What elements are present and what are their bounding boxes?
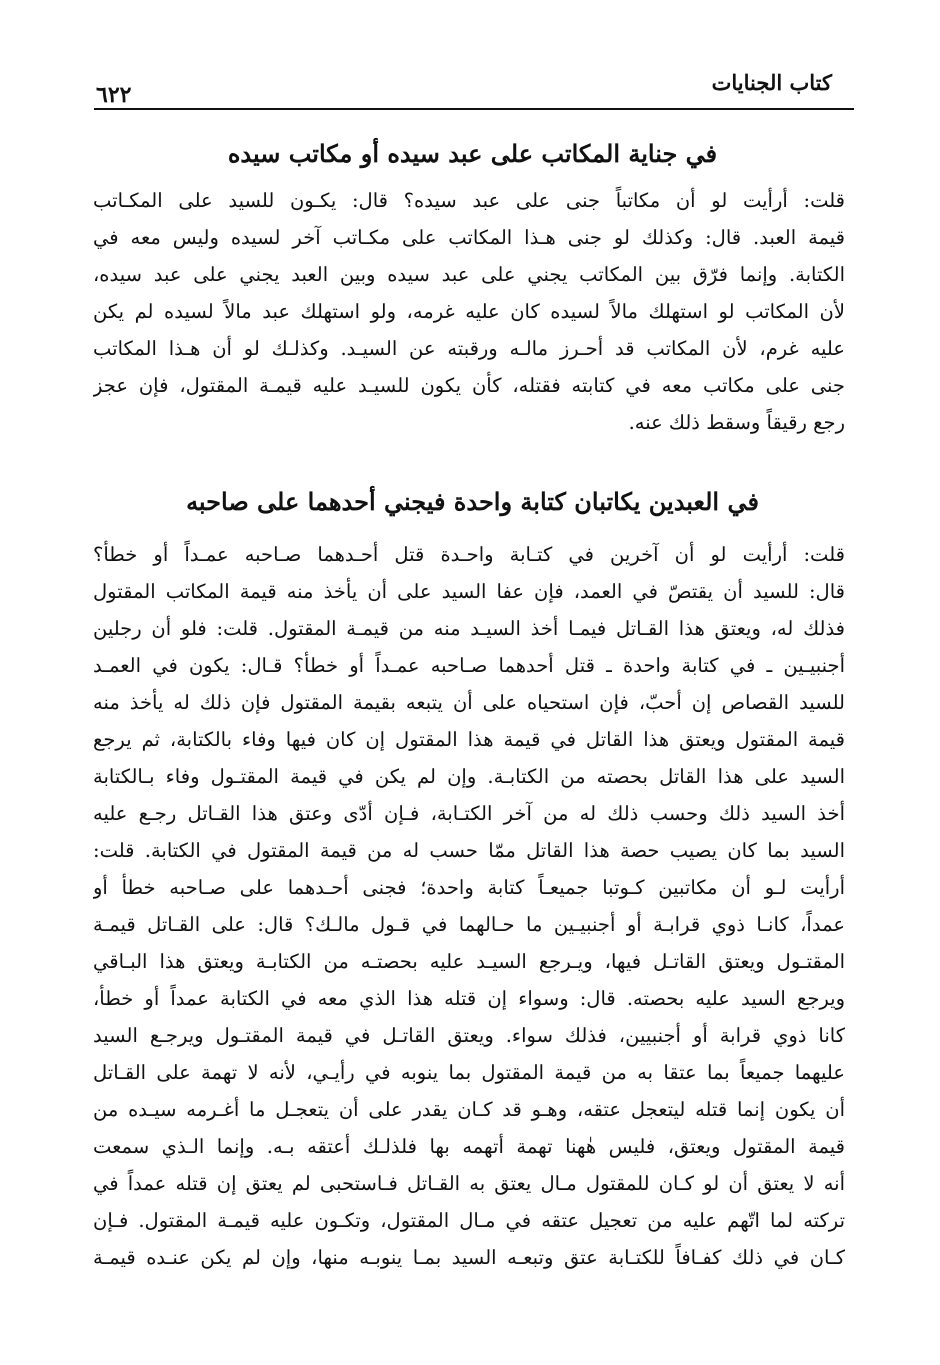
text-line: السيد على هذا القاتل بحصته من الكتابـة. وإن لم يكن في قيمة المقتـول وفاء بـالكتابة: [93, 765, 845, 788]
text-line: أخذ السيد ذلك وحسب ذلك له من آخر الكتـابة، فـإن أدّى وعتق هذا القـاتل رجـع عليه: [93, 802, 845, 825]
text-line: قال: للسيد أن يقتصّ في العمد، فإن عفا السيد على أن يأخذ منه قيمة المكاتب المقتول: [93, 580, 845, 603]
text-line: الكتابة. وإنما فرّق بين المكاتب يجني على عبد سيده وبين العبد يجني على عبد سيده،: [93, 263, 845, 286]
text-line: قيمة المقتول ويعتق هذا القاتل في قيمة هذا المقتول إن كان فيها وفاء بالكتابة، ثم يرجع: [93, 728, 845, 751]
text-line: فذلك له، ويعتق هذا القـاتل فيمـا أخذ السيـد منه من قيمـة المقتول. قلت: فلو أن رجلين: [93, 617, 845, 640]
text-line: عليه غرم، لأن المكاتب قد أحـرز مالـه ورقبته عن السيـد. وكذلـك لو أن هـذا المكاتب: [93, 337, 845, 360]
text-line: تركته لما اتّهم عليه من تعجيل عتقه في مـال المقتول، وتكـون عليه قيمـة المقتول. فـإن: [93, 1209, 845, 1232]
text-line: قيمة المقتول ويعتق، فليس هٰهنا تهمة أتهمه بها فلذلـك أعتقه بـه. وإنما الـذي سمعت: [93, 1135, 845, 1158]
text-line: قيمة العبد. قال: وكذلك لو جنى هـذا المكاتب على مكـاتب آخر لسيده وليس معه في: [93, 226, 845, 249]
header-rule: [94, 108, 854, 110]
text-line: للسيد القصاص إن أحبّ، فإن استحياه على أن يتبعه بقيمة المقتول فإن ذلك له يأخذ منه: [93, 691, 845, 714]
text-line: كانا ذوي قرابة أو أجنبيين، فذلك سواء. ويعتق القاتـل في قيمة المقتـول ويرجـع السيد: [93, 1024, 845, 1047]
text-line: عليهما جميعاً بما عتقا به من قيمة المقتول بما ينوبه في رأيـي، لأنه لا تهمة على القـاتل: [93, 1061, 845, 1084]
text-line: أجنبيـين ـ في كتابة واحدة ـ قتل أحدهما صـاحبه عمـداً أو خطأ؟ قـال: يكون في العمـد: [93, 654, 845, 677]
text-line: السيد بما كان يصيب حصة هذا القاتل ممّا حسب له من قيمة المقتول في الكتابة. قلت:: [93, 839, 845, 862]
text-line: المقتـول ويعتق القاتـل فيها، ويـرجع السيـد عليه بحصتـه من الكتابـة ويعتق هذا البـاقي: [93, 950, 845, 973]
text-line: أن يكون إنما قتله ليتعجل عتقه، وهـو قد كـان يقدر على أن يتعجـل ما أغـرمه سيـده من: [93, 1098, 845, 1121]
text-line: قلت: أرأيت لو أن آخرين في كتـابة واحـدة قتل أحـدهما صـاحبه عمـداً أو خطأ؟: [93, 543, 845, 566]
section-heading: في العبدين يكاتبان كتابة واحدة فيجني أحدهما على صاحبه: [186, 487, 759, 516]
text-line: ويرجع السيد عليه بحصته. قال: وسواء إن قتله هذا الذي معه في الكتابة عمداً أو خطأ،: [93, 987, 845, 1010]
text-line: لأن المكاتب لو استهلك مالاً لسيده كان عليه غرمه، ولو استهلك عبد مالاً لسيده لم يكن: [93, 300, 845, 323]
section-heading: في جناية المكاتب على عبد سيده أو مكاتب سيده: [227, 139, 718, 168]
text-line: أنه لا يعتق أن لو كـان للمقتول مـال يعتق به القـاتل فـاستحبى لم يعتق إن قتله عمداً في: [93, 1172, 845, 1195]
text-line: رجع رقيقاً وسقط ذلك عنه.: [628, 411, 845, 434]
page-number: ٦٢٢: [96, 82, 132, 108]
text-line: قلت: أرأيت لو أن مكاتباً جنى على عبد سيده؟ قال: يكـون للسيد على المكـاتب: [93, 189, 845, 212]
text-line: عمداً، كانـا ذوي قرابـة أو أجنبيـين ما حـالهما في قـول مالـك؟ قال: على القـاتل قيمـة: [93, 913, 845, 936]
running-title: كتاب الجنايات: [711, 70, 832, 95]
text-line: كـان في ذلك كفـافاً للكتـابة عتق وتبعـه السيد بمـا ينوبـه منها، وإن لم يكن عنـده قيمـة: [93, 1246, 845, 1269]
text-line: أرأيت لـو أن مكاتبين كـوتبا جميعـاً كتابة واحدة؛ فجنى أحـدهما على صـاحبه خطأ أو: [93, 876, 845, 899]
text-line: جنى على مكاتب معه في كتابته فقتله، كأن يكون للسيـد عليه قيمـة المقتول، فإن عجز: [93, 374, 845, 397]
